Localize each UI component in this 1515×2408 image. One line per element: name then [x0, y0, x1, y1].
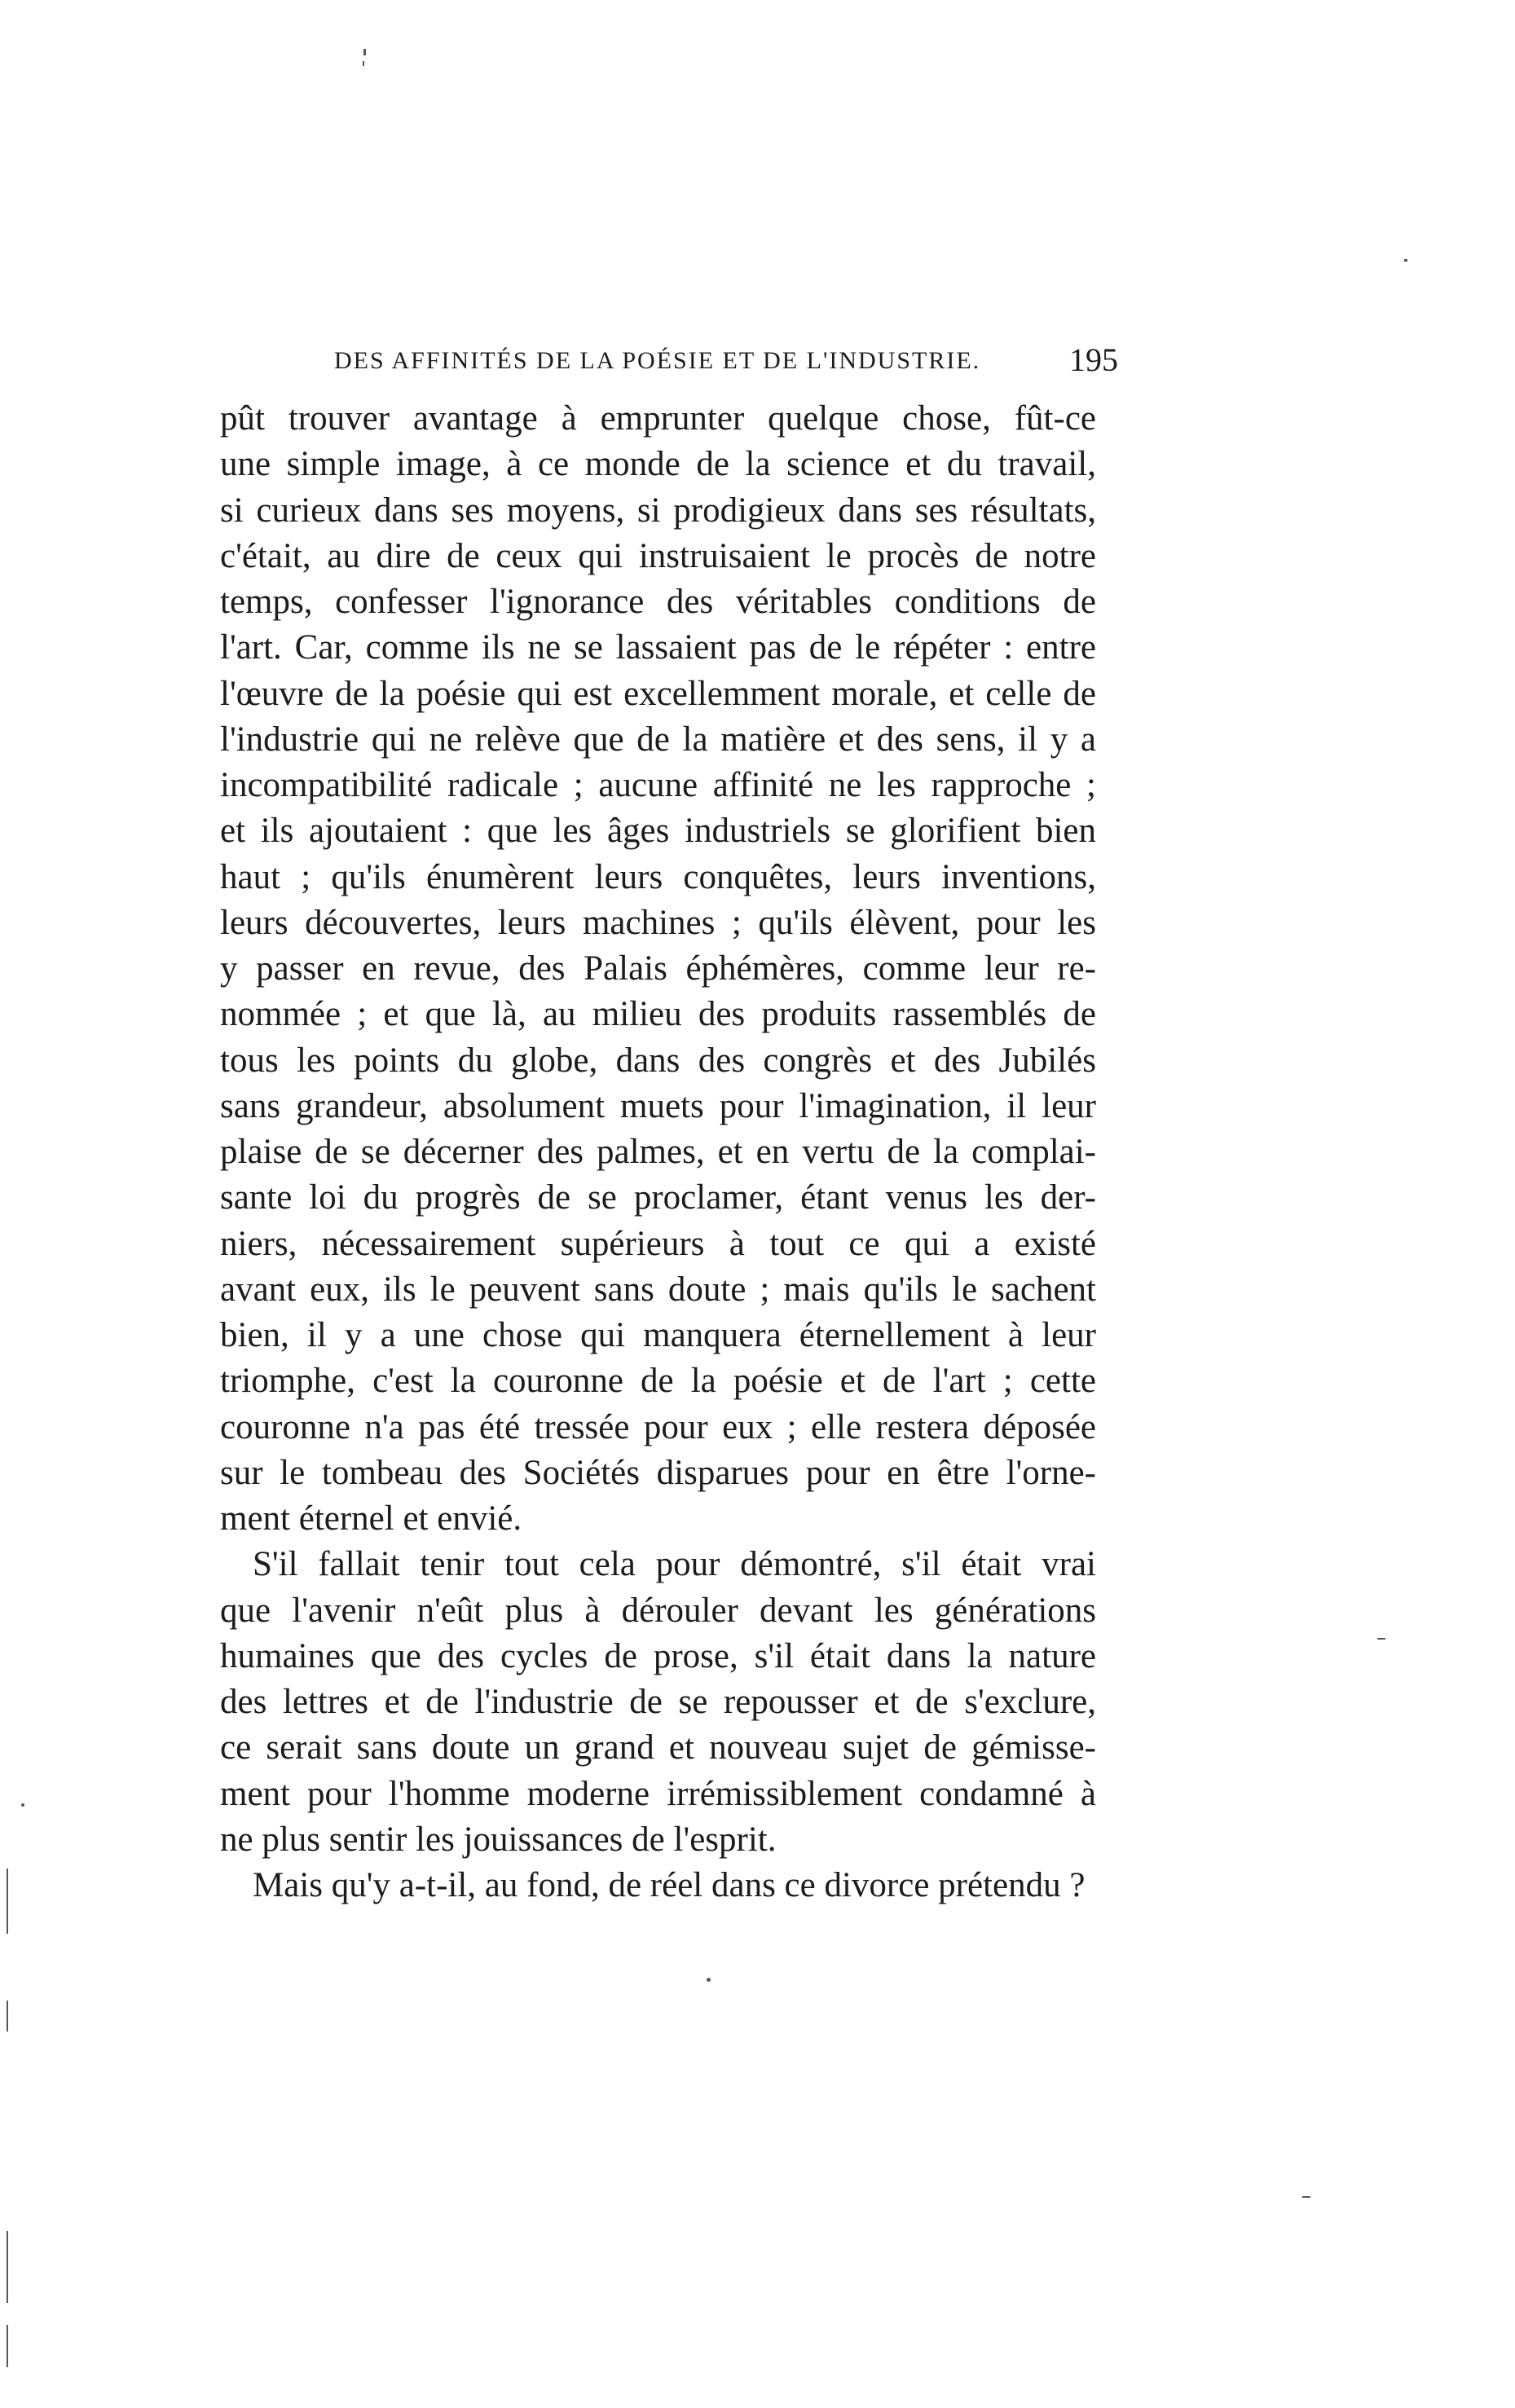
text-line: couronne n'a pas été tressée pour eux ; elle restera déposée: [220, 1407, 1096, 1446]
text-line: haut ; qu'ils énumèrent leurs conquêtes, leurs inventions,: [220, 857, 1096, 896]
scan-speck: [1377, 1638, 1385, 1640]
text-line: incompatibilité radicale ; aucune affinité ne les rapproche ;: [220, 766, 1096, 804]
text-line: l'art. Car, comme ils ne se lassaient pas de le répéter : entre: [220, 628, 1096, 667]
text-line: ment pour l'homme moderne irrémissiblement condamné à: [220, 1774, 1096, 1813]
body-text: [220, 396, 1096, 1908]
text-line: nommée ; et que là, au milieu des produits rassemblés de: [220, 995, 1096, 1034]
text-line: leurs découvertes, leurs machines ; qu'ils élèvent, pour les: [220, 903, 1096, 942]
text-line: pût trouver avantage à emprunter quelque chose, fût-ce: [220, 399, 1096, 438]
edge-mark: [7, 1869, 8, 1934]
running-head: [334, 341, 1118, 381]
text-line: triomphe, c'est la couronne de la poésie et de l'art ; cette: [220, 1362, 1096, 1401]
paragraph-end-line: ne plus sentir les jouissances de l'esprit.: [220, 1820, 777, 1859]
text-line: que l'avenir n'eût plus à dérouler devant les générations: [220, 1591, 1096, 1630]
text-line: c'était, au dire de ceux qui instruisaient le procès de notre: [220, 536, 1096, 575]
text-line: l'industrie qui ne relève que de la matière et des sens, il y a: [220, 720, 1096, 759]
paragraph-start-line: S'il fallait tenir tout cela pour démontré, s'il était vrai: [253, 1545, 1096, 1584]
text-line: l'œuvre de la poésie qui est excellemment morale, et celle de: [220, 674, 1096, 713]
text-line: plaise de se décerner des palmes, et en vertu de la complai-: [220, 1133, 1096, 1171]
text-line: des lettres et de l'industrie de se repousser et de s'exclure,: [220, 1683, 1096, 1721]
text-line: sans grandeur, absolument muets pour l'imagination, il leur: [220, 1086, 1096, 1125]
edge-mark: [7, 2231, 8, 2303]
text-line: avant eux, ils le peuvent sans doute ; mais qu'ils le sachent: [220, 1270, 1096, 1309]
text-line: et ils ajoutaient : que les âges industriels se glorifient bien: [220, 812, 1096, 851]
text-line: y passer en revue, des Palais éphémères, comme leur re-: [220, 949, 1096, 988]
text-line: une simple image, à ce monde de la science et du travail,: [220, 445, 1096, 484]
scan-speck: [1404, 259, 1407, 262]
text-line: temps, confesser l'ignorance des véritables conditions de: [220, 583, 1096, 621]
text-line: bien, il y a une chose qui manquera éternellement à leur: [220, 1316, 1096, 1354]
text-line: ce serait sans doute un grand et nouveau sujet de gémisse-: [220, 1728, 1096, 1767]
text-line: tous les points du globe, dans des congrès et des Jubilés: [220, 1041, 1096, 1080]
scan-speck: [363, 61, 364, 66]
page-number: 195: [1069, 341, 1118, 378]
edge-mark: [7, 2325, 8, 2367]
running-title: DES AFFINITÉS DE LA POÉSIE ET DE L'INDUSTRIE.: [334, 347, 981, 374]
scan-speck: [707, 1978, 711, 1982]
scan-speck: [363, 49, 366, 55]
scan-speck: [1302, 2196, 1310, 2198]
text-line: humaines que des cycles de prose, s'il était dans la nature: [220, 1636, 1096, 1675]
scan-speck: [21, 1803, 24, 1807]
paragraph-start-line: Mais qu'y a-t-il, au fond, de réel dans ce divorce prétendu ?: [253, 1866, 1086, 1904]
text-line: niers, nécessairement supérieurs à tout ce qui a existé: [220, 1224, 1096, 1263]
paragraph-end-line: ment éternel et envié.: [220, 1499, 522, 1538]
text-line: sur le tombeau des Sociétés disparues pour en être l'orne-: [220, 1453, 1096, 1492]
text-line: sante loi du progrès de se proclamer, étant venus les der-: [220, 1178, 1096, 1217]
edge-mark: [7, 2001, 8, 2032]
text-line: si curieux dans ses moyens, si prodigieux dans ses résultats,: [220, 491, 1096, 530]
